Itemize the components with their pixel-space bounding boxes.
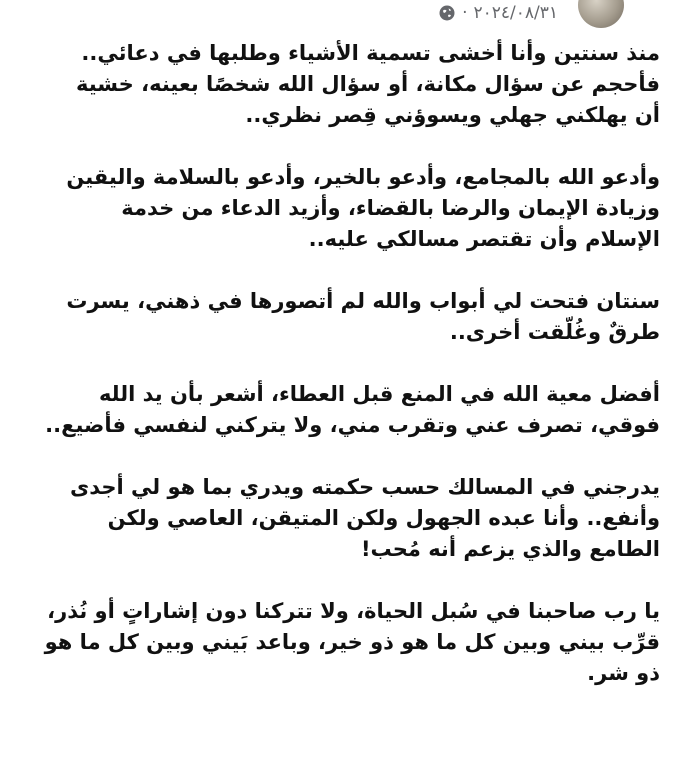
post-date[interactable]: ٢٠٢٤/٠٨/٣١ <box>473 3 558 23</box>
post-text-line: وأدعو الله بالمجامع، وأدعو بالخير، وأدعو بالسلامة واليقين <box>66 165 660 189</box>
post-header <box>0 0 682 28</box>
post-text-line: يا رب صاحبنا في سُبل الحياة، ولا تتركنا دون إشاراتٍ أو نُذر، <box>47 599 660 623</box>
post-text-line: طرقٌ وغُلّقت أخرى.. <box>449 320 660 344</box>
post-text-line: الطامع والذي يزعم أنه مُحب! <box>360 537 660 561</box>
post-text-line: وأنفع.. وأنا عبده الجهول ولكن المتيقن، العاصي ولكن <box>107 506 660 530</box>
post-text-line: سنتان فتحت لي أبواب والله لم أتصورها في ذهني، يسرت <box>66 289 660 313</box>
post-paragraph <box>10 472 660 565</box>
post-paragraph <box>10 596 660 689</box>
post-text-line: ذو شر. <box>587 661 660 685</box>
post-meta <box>438 2 558 24</box>
post-paragraph <box>10 379 660 441</box>
post-text-line: وزيادة الإيمان والرضا بالقضاء، وأزيد الدعاء من خدمة <box>121 196 660 220</box>
post-text-line: يدرجني في المسالك حسب حكمته ويدري بما هو لي أجدى <box>70 475 660 499</box>
post-text-line: فوقي، تصرف عني وتقرب مني، ولا يتركني لنفسي فأضيع.. <box>45 413 660 437</box>
post-text-line: الإسلام وأن تقتصر مسالكي عليه.. <box>308 227 660 251</box>
avatar[interactable] <box>578 0 624 28</box>
post-paragraph <box>10 286 660 348</box>
post-text-line: أفضل معية الله في المنع قبل العطاء، أشعر بأن يد الله <box>98 382 660 406</box>
post-paragraph <box>10 38 660 131</box>
post-text-line: قرِّب بيني وبين كل ما هو ذو خير، وباعد بَيني وبين كل ما هو <box>44 630 660 654</box>
post-text-line: منذ سنتين وأنا أخشى تسمية الأشياء وطلبها في دعائي.. <box>81 41 660 65</box>
post-paragraph <box>10 162 660 255</box>
post-text-line: أن يهلكني جهلي ويسوؤني قِصر نظري.. <box>245 103 660 127</box>
meta-separator: · <box>462 3 468 23</box>
post-text-line: فأحجم عن سؤال مكانة، أو سؤال الله شخصًا بعينه، خشية <box>75 72 660 96</box>
post-body <box>10 38 660 689</box>
globe-icon[interactable] <box>438 4 456 22</box>
